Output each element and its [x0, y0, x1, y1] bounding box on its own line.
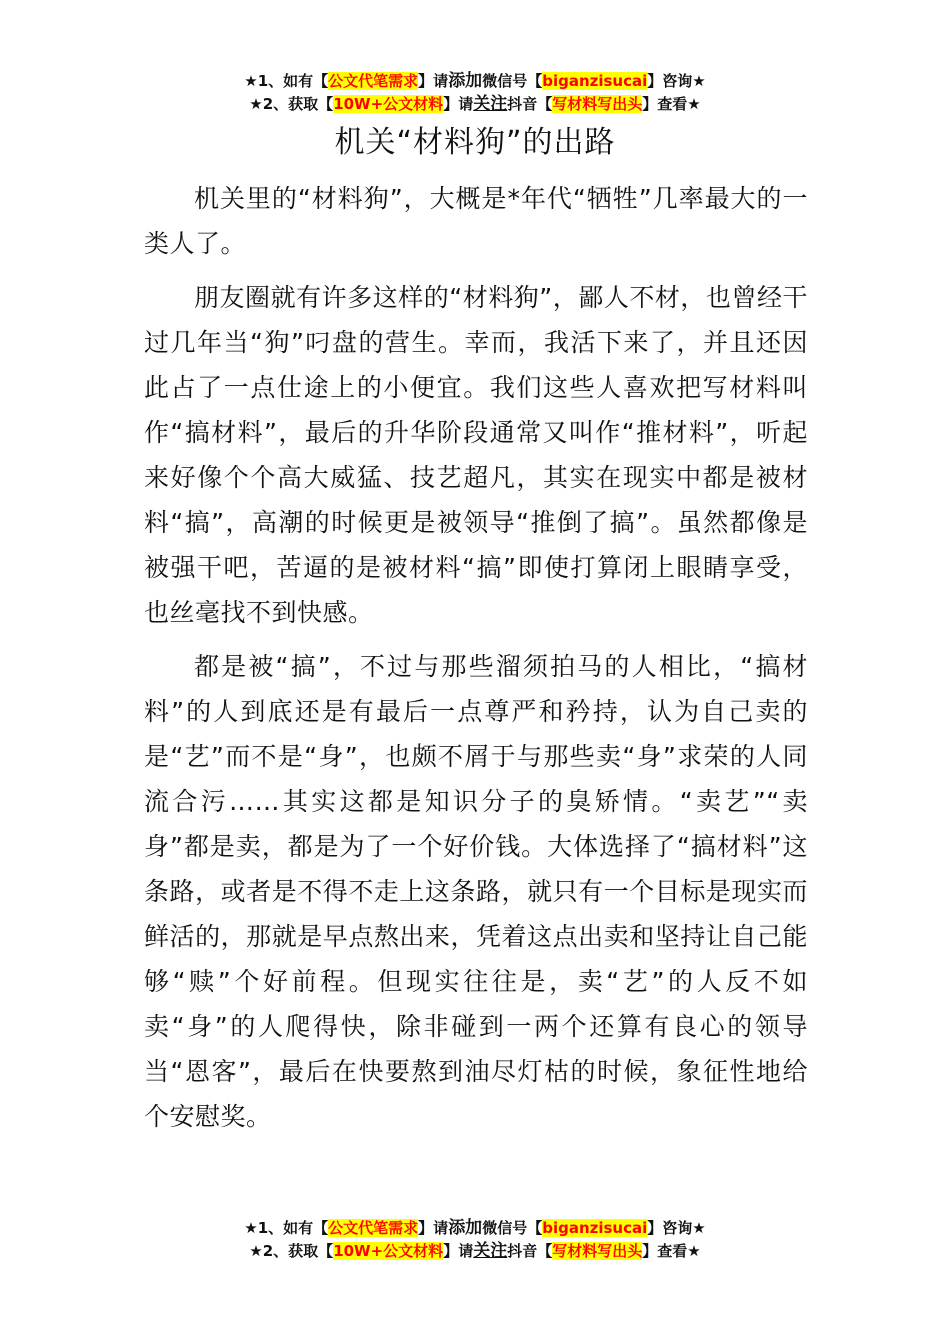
promo-line-1: ★1、如有【公文代笔需求】请添加微信号【biganzisucai】咨询★	[244, 1218, 706, 1238]
materials-highlight: 10W+公文材料	[333, 95, 444, 113]
paragraph: 朋友圈就有许多这样的“材料狗”，鄙人不材，也曾经干过几年当“狗”叼盘的营生。幸而，我活下来了，并且还因此占了一点仕途上的小便宜。我们这些人喜欢把写材料叫作“搞材料”，最后的升华阶段通常又叫作“推材料”，听起来好像个个高大威猛、技艺超凡，其实在现实中都是被材料“搞”，高潮的时候更是被领导“推倒了搞”。虽然都像是被强干吧，苦逼的是被材料“搞”即使打算闭上眼睛享受，也丝毫找不到快感。	[144, 283, 808, 627]
promo-line-2: ★2、获取【10W+公文材料】请关注抖音【写材料写出头】查看★	[249, 1241, 701, 1261]
douyin-account-highlight: 写材料写出头	[552, 1242, 643, 1260]
service-highlight: 公文代笔需求	[328, 72, 419, 90]
wechat-id-highlight: biganzisucai	[542, 72, 648, 90]
douyin-account-highlight: 写材料写出头	[552, 95, 643, 113]
promo-banner-top	[0, 70, 950, 116]
materials-highlight: 10W+公文材料	[333, 1242, 444, 1260]
promo-line-1: ★1、如有【公文代笔需求】请添加微信号【biganzisucai】咨询★	[244, 71, 706, 91]
paragraph: 机关里的“材料狗”，大概是*年代“牺牲”几率最大的一类人了。	[144, 184, 808, 258]
promo-line-2: ★2、获取【10W+公文材料】请关注抖音【写材料写出头】查看★	[249, 94, 701, 114]
paragraph: 都是被“搞”，不过与那些溜须拍马的人相比，“搞材料”的人到底还是有最后一点尊严和矜持，认为自己卖的是“艺”而不是“身”，也颇不屑于与那些卖“身”求荣的人同流合污……其实这都是知识分子的臭矫情。“卖艺”“卖身”都是卖，都是为了一个好价钱。大体选择了“搞材料”这条路，或者是不得不走上这条路，就只有一个目标是现实而鲜活的，那就是早点熬出来，凭着这点出卖和坚持让自己能够“赎”个好前程。但现实往往是，卖“艺”的人反不如卖“身”的人爬得快，除非碰到一两个还算有良心的领导当“恩客”，最后在快要熬到油尽灯枯的时候，象征性地给个安慰奖。	[144, 652, 808, 1131]
service-highlight: 公文代笔需求	[328, 1219, 419, 1237]
promo-banner-bottom	[0, 1217, 950, 1263]
page-title: 机关“材料狗”的出路	[334, 125, 616, 160]
article-body	[144, 176, 808, 1148]
wechat-id-highlight: biganzisucai	[542, 1219, 648, 1237]
